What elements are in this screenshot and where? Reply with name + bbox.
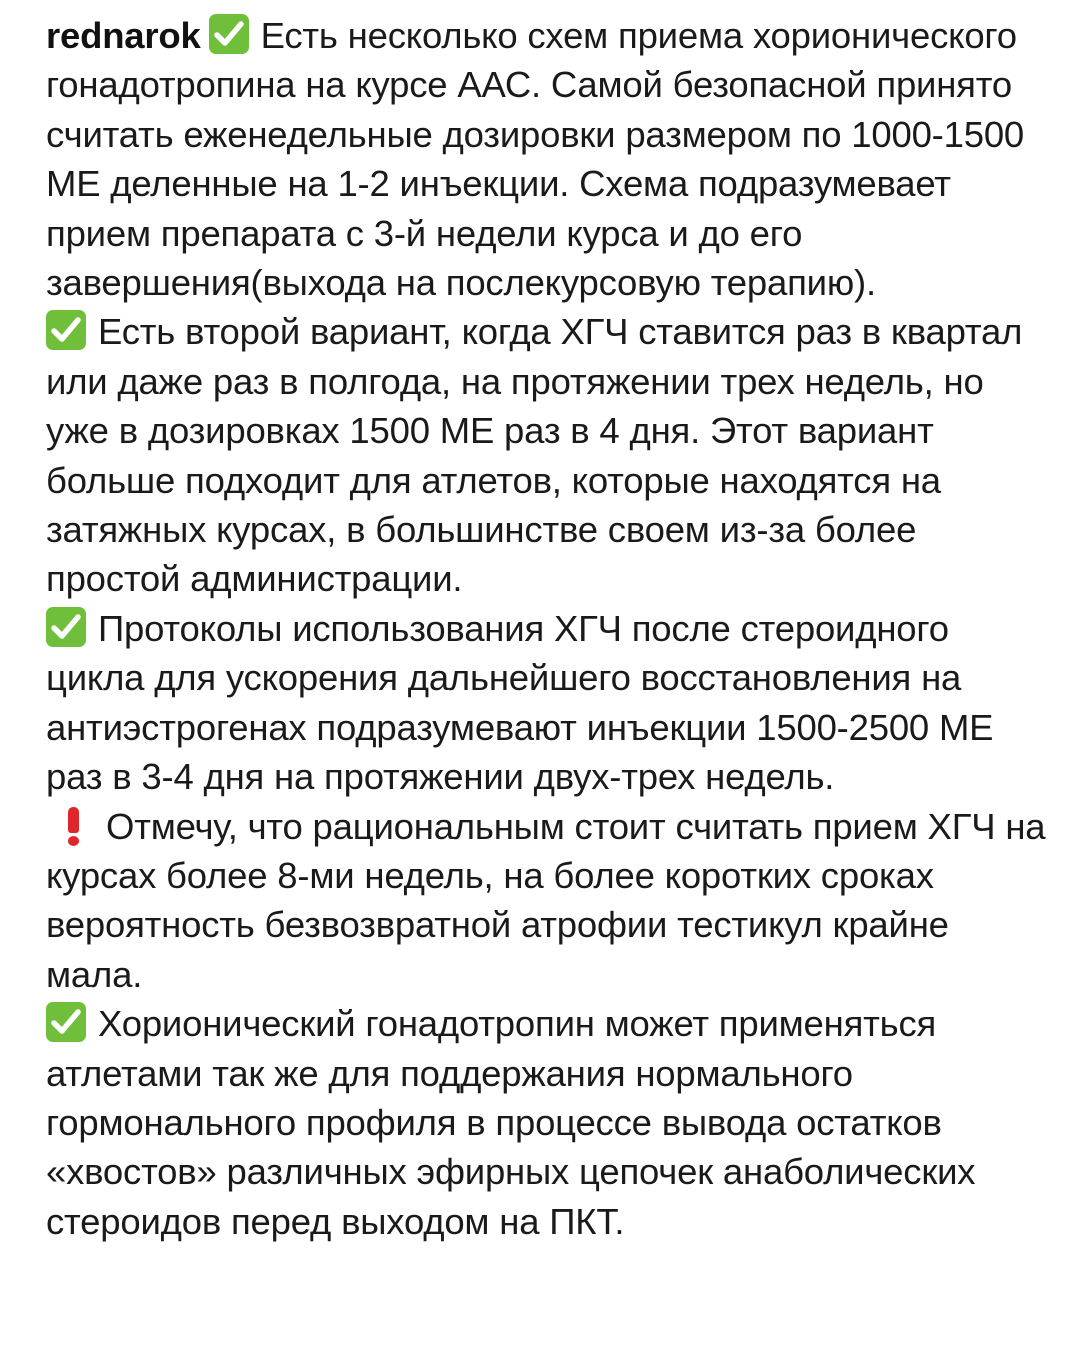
username-link[interactable]: rednarok <box>46 15 201 56</box>
check-mark-icon <box>46 607 86 647</box>
caption-paragraph-4: Отмечу, что рациональным стоит считать прием ХГЧ на курсах более 8-ми недель, на более коротких сроках вероятность безвозвратной атрофии тестикул крайне мала. <box>46 805 1046 995</box>
post-caption <box>46 11 1046 1246</box>
check-mark-icon <box>46 1002 86 1042</box>
caption-paragraph-5: Хорионический гонадотропин может применяться атлетами так же для поддержания нормального гормонального профиля в процессе вывода остатков «хвостов» различных эфирных цепочек анаболических стероидов перед выходом на ПКТ. <box>46 1003 976 1242</box>
check-mark-icon <box>209 14 249 54</box>
check-mark-icon <box>46 310 86 350</box>
caption-paragraph-3: Протоколы использования ХГЧ после стероидного цикла для ускорения дальнейшего восстановления на антиэстрогенах подразумевают инъекции 1500-2500 МЕ раз в 3-4 дня на протяжении двух-трех недель. <box>46 607 994 798</box>
caption-paragraph-2: Есть второй вариант, когда ХГЧ ставится раз в квартал или даже раз в полгода, на протяжении трех недель, но уже в дозировках 1500 МЕ раз в 4 дня. Этот вариант больше подходит для атлетов, которые находятся на затяжных курсах, в большинстве своем из-за более простой администрации. <box>46 311 1023 600</box>
caption-paragraph-1: Есть несколько схем приема хорионического гонадотропина на курсе ААС. Самой безопасной принято считать еженедельные дозировки размером по 1000-1500 МЕ деленные на 1-2 инъекции. Схема подразумевает прием препарата с 3-й недели курса и до его завершения(выхода на послекурсовую терапию). <box>46 15 1025 304</box>
exclamation-mark-icon <box>54 805 94 845</box>
